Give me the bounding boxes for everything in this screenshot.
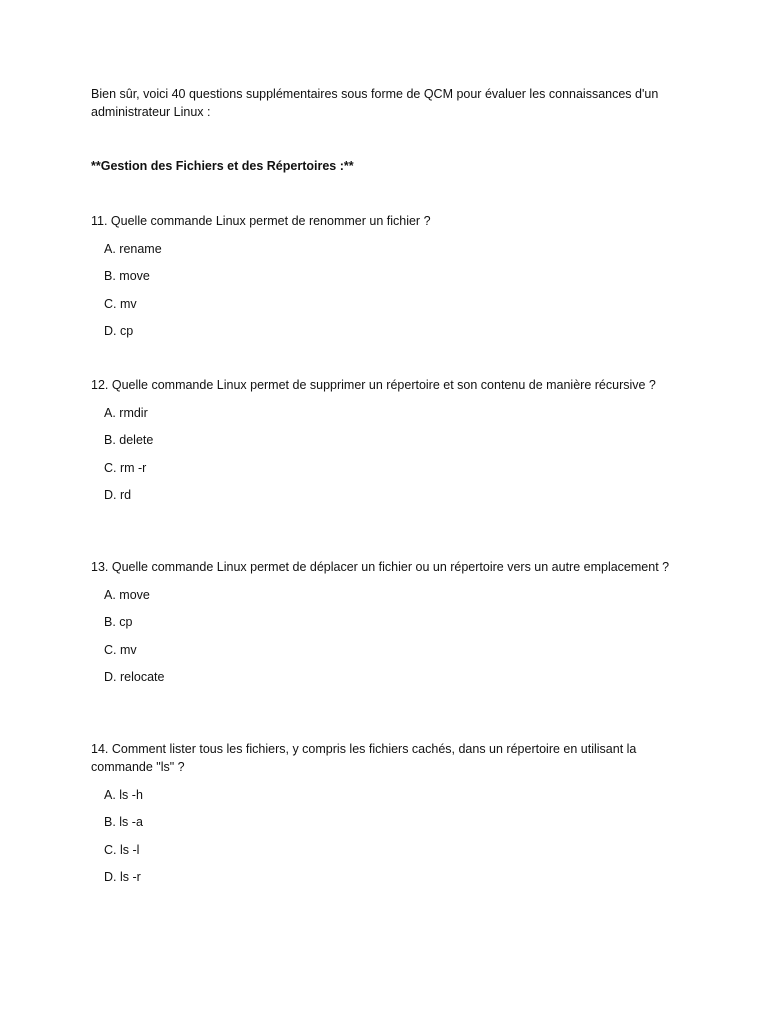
answer-options bbox=[91, 786, 691, 887]
question-text: 13. Quelle commande Linux permet de déplacer un fichier ou un répertoire vers un autre emplacement ? bbox=[91, 560, 670, 574]
answer-option-d: D. relocate bbox=[104, 670, 165, 684]
intro-paragraph: Bien sûr, voici 40 questions supplémentaires sous forme de QCM pour évaluer les connaissances d'un administrateur Linux : bbox=[91, 87, 659, 119]
section-heading: **Gestion des Fichiers et des Répertoires :** bbox=[91, 159, 354, 173]
answer-option-b: B. cp bbox=[104, 615, 133, 629]
answer-options bbox=[91, 586, 691, 687]
question-text: 14. Comment lister tous les fichiers, y compris les fichiers cachés, dans un répertoire en utilisant la commande "ls" ? bbox=[91, 742, 637, 774]
question-12 bbox=[91, 376, 691, 504]
answer-option-b: B. delete bbox=[104, 433, 154, 447]
question-text: 11. Quelle commande Linux permet de renommer un fichier ? bbox=[91, 214, 431, 228]
answer-option-a: A. rmdir bbox=[104, 405, 148, 420]
answer-options bbox=[91, 240, 691, 341]
answer-option-d: D. ls -r bbox=[104, 870, 141, 884]
answer-option-d: D. cp bbox=[104, 324, 134, 338]
answer-option-a: A. rename bbox=[104, 241, 162, 256]
question-11 bbox=[91, 212, 691, 340]
answer-options bbox=[91, 404, 691, 505]
answer-option-d: D. rd bbox=[104, 488, 132, 502]
question-text: 12. Quelle commande Linux permet de supprimer un répertoire et son contenu de manière récursive ? bbox=[91, 378, 656, 392]
question-13 bbox=[91, 558, 691, 686]
answer-option-b: B. move bbox=[104, 269, 150, 283]
answer-option-a: A. move bbox=[104, 587, 150, 602]
answer-option-c: C. mv bbox=[104, 296, 137, 311]
answer-option-c: C. rm -r bbox=[104, 460, 147, 475]
question-14 bbox=[91, 740, 691, 886]
answer-option-c: C. mv bbox=[104, 642, 137, 657]
answer-option-c: C. ls -l bbox=[104, 842, 140, 857]
answer-option-b: B. ls -a bbox=[104, 815, 143, 829]
answer-option-a: A. ls -h bbox=[104, 787, 143, 802]
